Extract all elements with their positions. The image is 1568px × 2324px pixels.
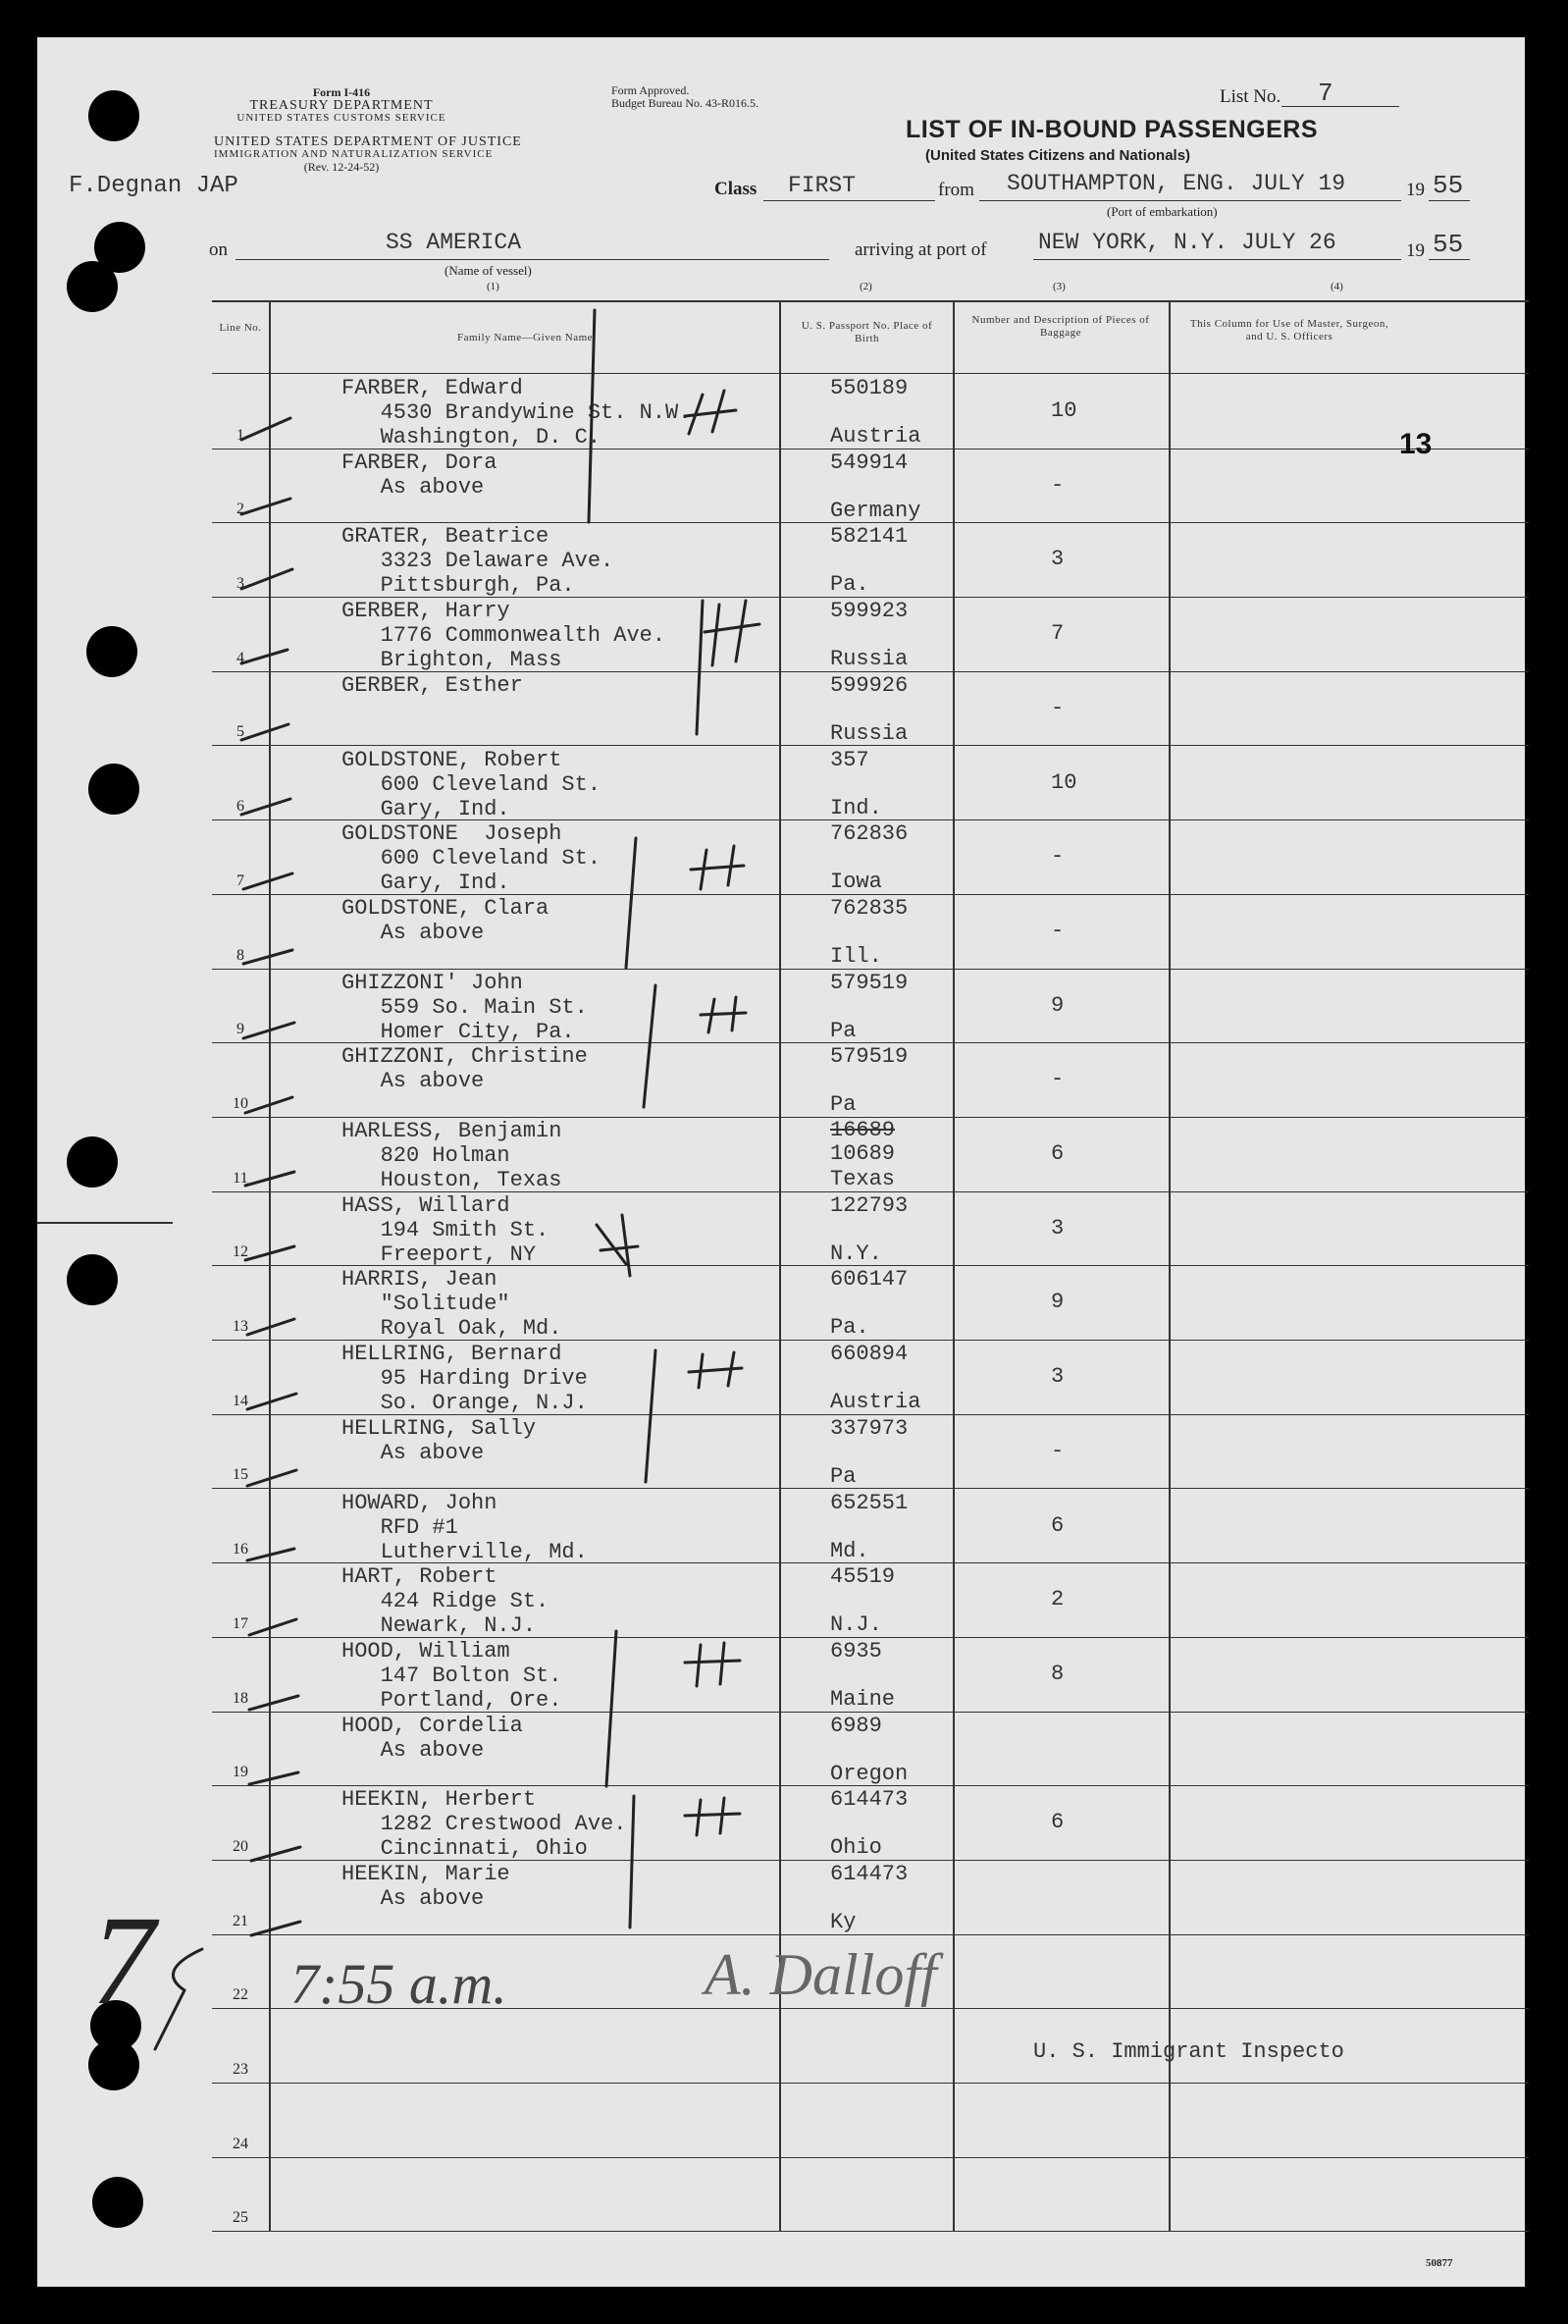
birthplace: Ill. <box>830 943 882 969</box>
table-row <box>212 895 1529 970</box>
table-row <box>212 449 1529 524</box>
passenger-name: FARBER, Edward 4530 Brandywine St. N.W. Washington, D. C. <box>341 376 692 449</box>
table-top-rule <box>212 300 1529 302</box>
page-subtitle: (United States Citizens and Nationals) <box>925 147 1191 164</box>
birthplace: Pa <box>830 1018 857 1043</box>
from-year-line <box>1429 200 1470 201</box>
line-number: 3 <box>236 575 244 593</box>
baggage-count: 6 <box>1051 1512 1065 1538</box>
birthplace: Austria <box>830 424 921 449</box>
treasury-label: TREASURY DEPARTMENT <box>249 98 434 113</box>
passport-number: 337973 <box>830 1415 909 1441</box>
line-number: 5 <box>236 723 244 741</box>
arrival-line <box>1033 259 1401 260</box>
baggage-count: 6 <box>1051 1810 1065 1835</box>
passport-number: 6935 <box>830 1638 882 1664</box>
line-number: 23 <box>233 2061 248 2079</box>
baggage-count: - <box>1051 1067 1065 1092</box>
line-number: 1 <box>236 426 244 444</box>
binder-hole <box>92 2177 143 2228</box>
baggage-count: 3 <box>1051 1364 1065 1390</box>
passenger-name: GHIZZONI, Christine As above <box>341 1044 588 1094</box>
line-number: 25 <box>233 2209 248 2227</box>
passport-number: 762836 <box>830 821 909 847</box>
col-num-1: (1) <box>487 281 499 292</box>
passport-number: 579519 <box>830 1044 909 1070</box>
embark-port: SOUTHAMPTON, ENG. JULY 19 <box>1007 171 1346 196</box>
table-row <box>212 747 1529 821</box>
baggage-count: 6 <box>1051 1141 1065 1166</box>
form-approved-label: Form Approved. <box>611 83 690 97</box>
port-embark-caption: (Port of embarkation) <box>1107 204 1218 219</box>
manifest-page <box>37 37 1525 2287</box>
passenger-name: GOLDSTONE, Robert 600 Cleveland St. Gary, Ind. <box>341 747 601 821</box>
list-no-line <box>1281 106 1399 107</box>
line-number: 8 <box>236 946 244 964</box>
birthplace: Texas <box>830 1167 896 1191</box>
birthplace: N.J. <box>830 1612 882 1638</box>
passport-number: 614473 <box>830 1787 909 1813</box>
col-header-officers: This Column for Use of Master, Surgeon, and U. S. Officers <box>1189 318 1389 343</box>
col-num-2: (2) <box>860 281 872 292</box>
line-number: 6 <box>236 798 244 816</box>
table-row <box>212 1043 1529 1118</box>
form-header-left <box>214 86 469 125</box>
baggage-count: - <box>1051 918 1065 943</box>
class-line <box>763 200 935 201</box>
passenger-name: FARBER, Dora As above <box>341 449 497 500</box>
passport-number: 357 <box>830 747 869 772</box>
form-id: Form I-416 <box>312 85 371 99</box>
table-row <box>212 672 1529 747</box>
table-row <box>212 1118 1529 1192</box>
from-label: from <box>938 180 974 200</box>
line-number: 17 <box>233 1614 248 1632</box>
line-number: 7 <box>236 872 244 889</box>
passport-number: 45519 <box>830 1564 896 1590</box>
passport-number: 762835 <box>830 895 909 921</box>
table-row <box>212 1266 1529 1341</box>
binder-hole <box>67 1254 118 1305</box>
from-year: 55 <box>1433 171 1464 200</box>
col-header-name: Family Name—Given Name <box>456 332 594 343</box>
passenger-name: HARLESS, Benjamin 820 Holman Houston, Texas <box>341 1119 562 1192</box>
passenger-name: HOWARD, John RFD #1 Lutherville, Md. <box>341 1490 588 1564</box>
passport-number: 660894 <box>830 1342 909 1367</box>
arrival-port: NEW YORK, N.Y. JULY 26 <box>1038 230 1336 255</box>
passenger-name: HELLRING, Bernard 95 Harding Drive So. Orange, N.J. <box>341 1342 588 1416</box>
margin-mark: 7 <box>91 1890 155 2032</box>
budget-label: Budget Bureau No. 43-R016.5. <box>611 96 758 110</box>
line-number: 19 <box>233 1764 248 1781</box>
arriving-label: arriving at port of <box>855 239 987 260</box>
passenger-name: HOOD, William 147 Bolton St. Portland, Ore. <box>341 1638 562 1713</box>
form-approval <box>611 84 758 110</box>
class-value: FIRST <box>788 173 857 198</box>
passport-number: 599926 <box>830 672 909 698</box>
birthplace: Ky <box>830 1910 857 1934</box>
birthplace: Austria <box>830 1390 921 1415</box>
passport-number: 10689 <box>830 1141 896 1166</box>
passenger-name: HEEKIN, Marie As above <box>341 1862 510 1911</box>
line-number: 22 <box>233 1986 248 2004</box>
table-row <box>212 1638 1529 1713</box>
birthplace: N.Y. <box>830 1241 882 1266</box>
line-number: 11 <box>233 1169 248 1187</box>
page-title: LIST OF IN-BOUND PASSENGERS <box>906 116 1319 143</box>
table-row <box>212 1861 1529 1935</box>
vessel-name: SS AMERICA <box>386 230 522 255</box>
table-row <box>212 2084 1529 2158</box>
passenger-name: GOLDSTONE Joseph 600 Cleveland St. Gary, Ind. <box>341 821 601 896</box>
line-number: 16 <box>233 1541 248 1558</box>
passenger-name: GERBER, Esther <box>341 672 523 698</box>
passport-number: 652551 <box>830 1490 909 1515</box>
list-no-value: 7 <box>1318 79 1333 108</box>
line-number: 21 <box>233 1912 248 1929</box>
immigration-label: IMMIGRATION AND NATURALIZATION SERVICE <box>214 148 494 160</box>
table-row <box>212 1415 1529 1490</box>
passport-number: 549914 <box>830 449 909 475</box>
from-line <box>979 200 1401 201</box>
table-row <box>212 1713 1529 1787</box>
binder-hole <box>86 626 137 677</box>
baggage-count: 7 <box>1051 621 1065 647</box>
table-row <box>212 598 1529 672</box>
baggage-count: 9 <box>1051 1290 1065 1315</box>
line-number: 20 <box>233 1837 248 1855</box>
baggage-count: - <box>1051 1438 1065 1463</box>
class-label: Class <box>714 179 758 199</box>
vessel-line <box>235 259 829 260</box>
arrival-year-line <box>1429 259 1470 260</box>
passport-number: 122793 <box>830 1192 909 1218</box>
table-row <box>212 1786 1529 1861</box>
baggage-count: - <box>1051 472 1065 498</box>
passport-number: 6989 <box>830 1713 882 1738</box>
line-number: 2 <box>236 501 244 518</box>
baggage-count: - <box>1051 695 1065 720</box>
birthplace: Md. <box>830 1538 869 1563</box>
passport-number: 579519 <box>830 970 909 995</box>
line-number: 14 <box>233 1392 248 1409</box>
baggage-count: 8 <box>1051 1661 1065 1686</box>
justice-label: UNITED STATES DEPARTMENT OF JUSTICE <box>214 134 522 149</box>
col-header-passport: U. S. Passport No. Place of Birth <box>801 320 933 344</box>
col-header-line: Line No. <box>219 322 262 334</box>
binder-hole <box>67 261 118 312</box>
handwritten-time: 7:55 a.m. <box>290 1952 507 2016</box>
passenger-name: HELLRING, Sally As above <box>341 1415 537 1465</box>
table-row <box>212 970 1529 1044</box>
line-number: 18 <box>233 1689 248 1707</box>
birthplace: Iowa <box>830 870 882 895</box>
line-number: 15 <box>233 1466 248 1484</box>
binder-hole <box>88 90 139 141</box>
passenger-name: GHIZZONI' John 559 So. Main St. Homer City, Pa. <box>341 970 588 1044</box>
birthplace: Germany <box>830 498 921 523</box>
col-header-baggage: Number and Description of Pieces of Baggage <box>971 314 1150 339</box>
table-row <box>212 820 1529 895</box>
table-row <box>212 2158 1529 2233</box>
passenger-name: HEEKIN, Herbert 1282 Crestwood Ave. Cincinnati, Ohio <box>341 1787 627 1862</box>
inspector-signature: A. Dalloff <box>705 1942 937 2007</box>
passenger-name: GOLDSTONE, Clara As above <box>341 895 549 945</box>
passport-number: 582141 <box>830 524 909 550</box>
table-row <box>212 1192 1529 1267</box>
passenger-name: GRATER, Beatrice 3323 Delaware Ave. Pittsburgh, Pa. <box>341 524 614 599</box>
customs-label: UNITED STATES CUSTOMS SERVICE <box>236 112 446 124</box>
passport-number: 606147 <box>830 1267 909 1293</box>
revision-label: (Rev. 12-24-52) <box>303 160 380 174</box>
line-number: 13 <box>233 1318 248 1336</box>
table-row <box>212 1563 1529 1638</box>
baggage-count: 9 <box>1051 992 1065 1018</box>
on-label: on <box>209 239 228 260</box>
binder-hole <box>88 2039 139 2090</box>
margin-rule <box>37 1222 173 1224</box>
footer-code: 50877 <box>1426 2257 1453 2269</box>
arrival-year: 55 <box>1433 230 1464 259</box>
passenger-name: HOOD, Cordelia As above <box>341 1713 523 1763</box>
binder-hole <box>67 1136 118 1188</box>
passenger-name: HART, Robert 424 Ridge St. Newark, N.J. <box>341 1564 549 1639</box>
birthplace: Pa. <box>830 1315 869 1341</box>
passenger-name: GERBER, Harry 1776 Commonwealth Ave. Brighton, Mass <box>341 599 666 673</box>
line-number: 10 <box>233 1094 248 1112</box>
binder-hole <box>88 764 139 815</box>
birthplace: Ohio <box>830 1835 882 1861</box>
birthplace: Oregon <box>830 1761 909 1786</box>
line-number: 12 <box>233 1243 248 1261</box>
col-num-4: (4) <box>1331 281 1343 292</box>
baggage-count: 10 <box>1051 398 1077 423</box>
col-num-3: (3) <box>1053 281 1066 292</box>
passport-number: 550189 <box>830 376 909 400</box>
inspector-title: U. S. Immigrant Inspecto <box>1033 2039 1344 2064</box>
table-row <box>212 1341 1529 1415</box>
birthplace: Ind. <box>830 795 882 820</box>
baggage-count: 2 <box>1051 1587 1065 1612</box>
arrival-year-prefix: 19 <box>1406 240 1425 261</box>
birthplace: Pa <box>830 1463 857 1489</box>
header-bottom-rule <box>212 373 1529 374</box>
passenger-name: HASS, Willard 194 Smith St. Freeport, NY <box>341 1192 549 1267</box>
passenger-name: HARRIS, Jean "Solitude" Royal Oak, Md. <box>341 1267 562 1342</box>
from-year-prefix: 19 <box>1406 180 1425 200</box>
officer-count: 13 <box>1399 428 1433 460</box>
table-row <box>212 1490 1529 1564</box>
line-number: 9 <box>236 1021 244 1038</box>
inspector-note: F.Degnan JAP <box>69 173 238 199</box>
vessel-caption: (Name of vessel) <box>444 263 532 278</box>
justice-header <box>214 134 522 174</box>
list-no-label: List No. <box>1220 86 1281 107</box>
table-row <box>212 523 1529 598</box>
line-number: 4 <box>236 649 244 666</box>
passport-number: 614473 <box>830 1862 909 1886</box>
table-row <box>212 375 1529 449</box>
baggage-count: 10 <box>1051 769 1077 795</box>
passport-struck: 16689 <box>830 1118 896 1142</box>
birthplace: Maine <box>830 1686 896 1712</box>
line-number: 24 <box>233 2135 248 2152</box>
birthplace: Pa. <box>830 572 869 598</box>
passport-number: 599923 <box>830 599 909 624</box>
baggage-count: 3 <box>1051 1215 1065 1241</box>
baggage-count: - <box>1051 844 1065 870</box>
birthplace: Russia <box>830 720 909 746</box>
birthplace: Pa <box>830 1092 857 1118</box>
birthplace: Russia <box>830 647 909 672</box>
baggage-count: 3 <box>1051 547 1065 572</box>
